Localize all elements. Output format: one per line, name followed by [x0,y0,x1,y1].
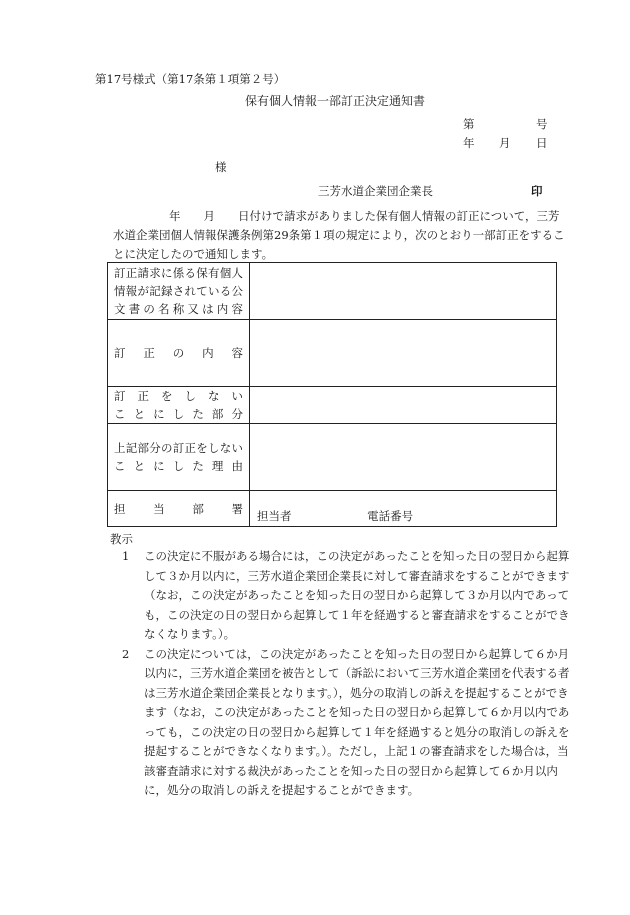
date-year-label: 年 [463,136,475,150]
department-label [108,491,250,527]
table-row [108,491,557,527]
table-row [108,320,557,387]
date-month-label: 月 [499,136,511,150]
intro-line-2: 水道企業団個人情報保護条例第29条第１項の規定により，次のとおり一部訂正をするこ [113,228,565,242]
document-name-value [250,263,557,320]
not-corrected-part-value [250,387,557,424]
label-line: 訂正をしない [114,389,243,403]
date-day-label: 日 [536,136,548,150]
intro-line-3: とに決定したので通知します。 [113,247,274,261]
intro-paragraph [113,207,575,264]
correction-content-label [108,320,250,387]
table-row [108,387,557,424]
instructions-heading: 教示 [110,532,133,546]
not-corrected-part-label [108,387,250,424]
instruction-text: この決定に不服がある場合には，この決定があったことを知った日の翌日から起算して３か月以内に，三芳水道企業団企業長に対して審査請求をすることができます（なお，この決定があったことを知った日の翌日から起算して３か月以内であっても，この決定の日の翌日から起算して１年を経過すると審査請求をすることができなくなります。）。 [144,549,570,641]
instruction-item [122,645,577,801]
document-title: 保有個人情報一部訂正決定通知書 [245,94,426,108]
label-line: 訂正請求に係る保有個人 [114,266,243,280]
seal-mark: 印 [531,184,543,198]
number-suffix: 号 [536,117,548,131]
table-row [108,424,557,491]
department-value [250,491,557,527]
not-corrected-reason-value [250,424,557,491]
instruction-number: 1 [122,549,130,563]
contact-phone-label: 電話番号 [367,509,414,523]
instructions-list [122,547,577,801]
label-line: 文書の名称又は内容 [114,302,243,316]
instruction-item [122,547,577,645]
document-name-label [108,263,250,320]
number-prefix: 第 [463,117,475,131]
label-line: ことにした部分 [114,407,243,421]
table-row [108,263,557,320]
contact-person-label: 担当者 [257,509,292,523]
intro-line-1: 年 月 日付けで請求がありました保有個人情報の訂正について，三芳 [169,209,560,223]
form-number-label: 第17号様式（第17条第１項第２号） [95,72,286,86]
sender-title: 三芳水道企業団企業長 [318,184,433,198]
label-line: 担当部署 [114,501,243,516]
not-corrected-reason-label [108,424,250,491]
label-line: ことにした理由 [114,459,243,473]
correction-content-value [250,320,557,387]
instruction-number: 2 [122,646,130,661]
label-line: 情報が記録されている公 [114,284,243,298]
label-line: 訂正の内容 [114,346,243,360]
addressee-suffix: 様 [215,160,227,174]
instruction-text: この決定については，この決定があったことを知った日の翌日から起算して６か月以内に，三芳水道企業団を被告として（訴訟において三芳水道企業団を代表する者は三芳水道企業団企業長となります。），処分の取消しの訴えを提起することができます（なお，この決定があったことを知った日の翌日から起算して６か月以内であっても，この決定の日の翌日から起算して１年を経過すると処分の取消しの訴えを提起することができなくなります。）。ただし，上記１の審査請求をした場合は，当該審査請求に対する裁決があったことを知った日の翌日から起算して６か月以内に，処分の取消しの訴えを提起することができます。 [144,646,570,797]
correction-details-table [107,262,557,527]
label-line: 上記部分の訂正をしない [114,441,243,455]
